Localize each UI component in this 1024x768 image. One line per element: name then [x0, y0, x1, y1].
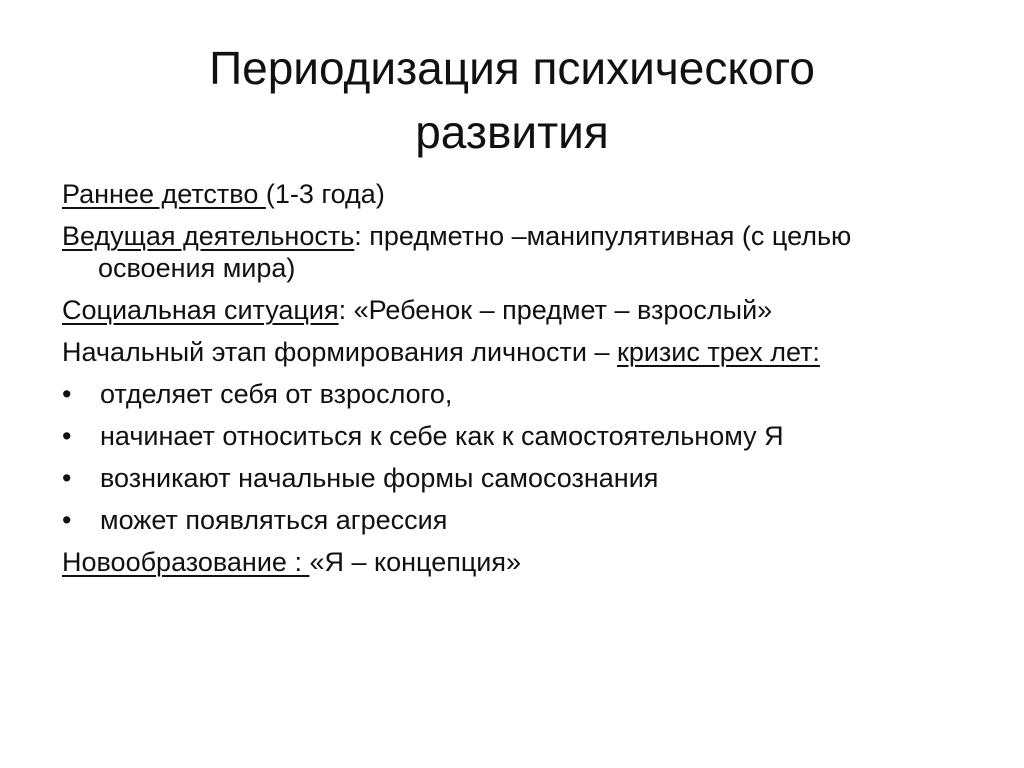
neoformation-text: «Я – концепция»	[309, 547, 522, 577]
bullet-icon: •	[62, 463, 72, 493]
slide-title	[100, 36, 924, 164]
neoformation-label: Новообразование :	[62, 547, 310, 577]
personality-stage-line	[62, 336, 922, 368]
social-situation-label: Социальная ситуация	[62, 295, 339, 325]
early-childhood-age: (1-3 года)	[265, 179, 385, 209]
personality-stage-text: Начальный этап формирования личности –	[62, 337, 618, 367]
list-item-text: отделяет себя от взрослого,	[100, 379, 453, 409]
crisis-label: кризис трех лет:	[617, 337, 820, 367]
list-item-text: начинает относиться к себе как к самостоятельному Я	[100, 421, 784, 451]
bullet-icon: •	[62, 505, 72, 535]
title-line-1: Периодизация психического	[209, 42, 815, 94]
social-situation-line	[62, 294, 922, 326]
leading-activity-text: : предметно –манипулятивная (с целью освоения мира)	[98, 221, 852, 283]
leading-activity-label: Ведущая деятельность	[62, 221, 355, 251]
list-item	[62, 420, 922, 452]
social-situation-text: : «Ребенок – предмет – взрослый»	[338, 295, 773, 325]
list-item	[62, 504, 922, 536]
early-childhood-label: Раннее детство	[62, 179, 266, 209]
bullet-icon: •	[62, 379, 72, 409]
bullet-list	[62, 378, 922, 536]
bullet-icon: •	[62, 421, 72, 451]
slide-body	[62, 178, 922, 588]
list-item	[62, 462, 922, 494]
title-line-2: развития	[415, 106, 609, 158]
list-item-text: возникают начальные формы самосознания	[100, 463, 659, 493]
early-childhood-line	[62, 178, 922, 210]
leading-activity-line	[62, 220, 922, 284]
list-item	[62, 378, 922, 410]
list-item-text: может появляться агрессия	[100, 505, 448, 535]
neoformation-line	[62, 546, 922, 578]
